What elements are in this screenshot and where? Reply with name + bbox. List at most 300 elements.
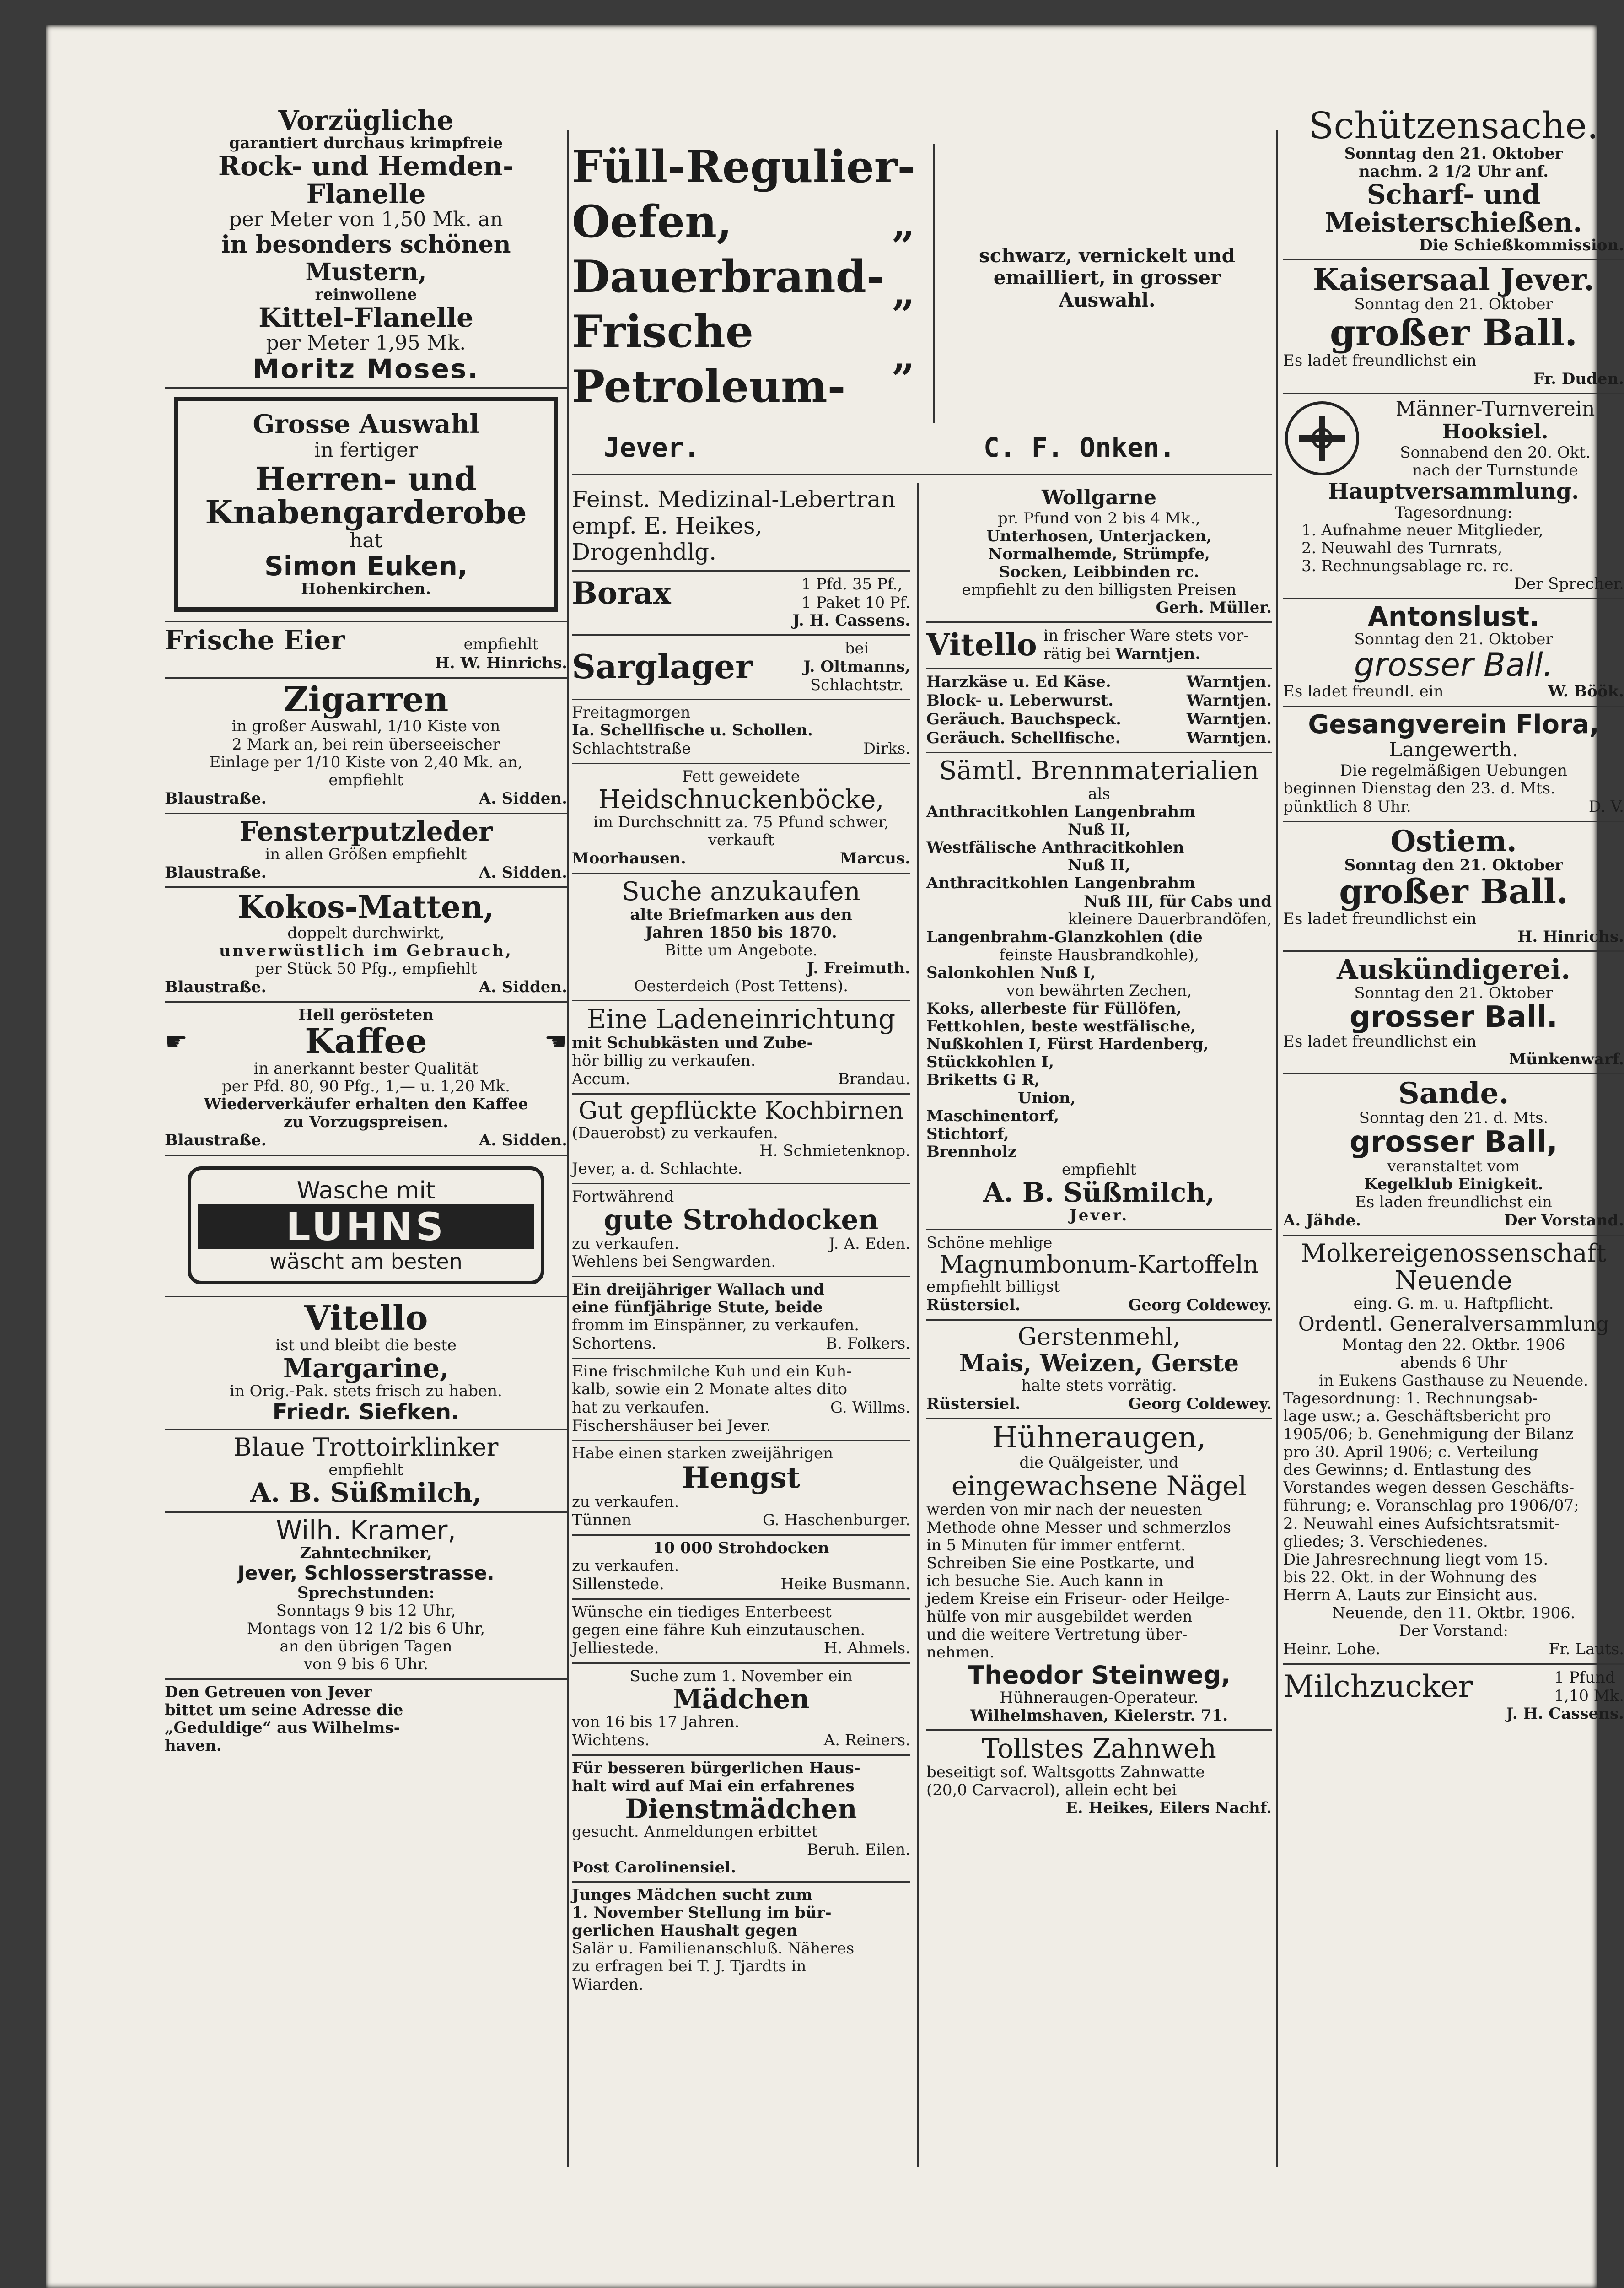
ad-eier	[165, 622, 567, 679]
advertiser-name: Moritz Moses.	[253, 353, 479, 384]
ad-text: Ia. Schellfische u. Schollen.	[572, 721, 813, 739]
ad-milchzucker	[1283, 1665, 1624, 1727]
advertiser-name: H. Ahmels.	[823, 1639, 910, 1658]
ad-text: kalb, sowie ein 2 Monate altes dito	[572, 1380, 848, 1398]
ad-headline: Milchzucker	[1283, 1669, 1473, 1705]
advertiser-name: Warntjen.	[1186, 728, 1272, 747]
ad-text: in fertiger	[314, 438, 418, 462]
ad-text: nach der Turnstunde	[1412, 461, 1578, 480]
ad-text: Salonkohlen Nuß I,	[926, 963, 1096, 982]
ad-text: Fettkohlen, beste westfälische,	[926, 1017, 1196, 1036]
ad-place: Wehlens bei Sengwarden.	[572, 1252, 776, 1271]
ad-headline: Schützensache.	[1308, 104, 1599, 147]
ad-headline: Knabengarderobe	[205, 493, 527, 532]
column-3	[926, 483, 1272, 2176]
ad-text: empfiehlt	[463, 635, 538, 654]
ad-text: führung; e. Voranschlag pro 1906/07;	[1283, 1496, 1579, 1515]
ad-text: Wiederverkäufer erhalten den Kaffee	[204, 1095, 528, 1113]
ad-place: Jelliestede.	[572, 1639, 659, 1658]
ad-street: Blaustraße.	[165, 1131, 267, 1150]
ad-text: Sonnabend den 20. Okt.	[1400, 443, 1591, 462]
list-item	[926, 673, 1272, 691]
ad-text: zu Vorzugspreisen.	[283, 1112, 449, 1131]
ad-headline: Borax	[572, 575, 671, 611]
ad-headline: Margarine,	[283, 1352, 449, 1384]
ad-text: 1 Paket 10 Pf.	[801, 593, 910, 612]
ad-text: feinste Hausbrandkohle),	[999, 945, 1199, 964]
ad-headline: Sarglager	[572, 647, 753, 686]
ad-text: Nuß II,	[1067, 820, 1131, 839]
advertiser-name: W. Böök.	[1548, 682, 1624, 701]
ad-headline: Gut gepflückte Kochbirnen	[578, 1097, 904, 1125]
ad-headline: Füll-Regulier-Oefen,	[572, 141, 916, 248]
ad-text: Koks, allerbeste für Füllöfen,	[926, 999, 1182, 1018]
ad-brennmaterialien	[926, 753, 1272, 1230]
ad-molkerei	[1283, 1236, 1624, 1665]
ad-text: in 5 Minuten für immer entfernt.	[926, 1536, 1186, 1554]
ad-text: an den übrigen Tagen	[280, 1637, 452, 1656]
advertiser-name: A. Reiners.	[823, 1731, 910, 1749]
ad-vitello-warntjen	[926, 623, 1272, 669]
ad-text: Die Jahresrechnung liegt vom 15.	[1283, 1550, 1549, 1569]
ad-text: hülfe von mir ausgebildet werden	[926, 1608, 1193, 1626]
ad-text: in besonders schönen Mustern,	[221, 231, 511, 286]
ad-text: Jahren 1850 bis 1870.	[645, 923, 837, 942]
ad-text: zu erfragen bei T. J. Tjardts in	[572, 1957, 807, 1976]
logo-text: LUHNS	[198, 1204, 534, 1249]
ad-text: Suche zum 1. November ein	[629, 1667, 853, 1685]
ad-text: Neuende, den 11. Oktbr. 1906.	[1332, 1603, 1576, 1622]
ad-zigarren	[165, 679, 567, 814]
ad-text: Briketts G R,	[926, 1071, 1040, 1090]
advertiser-name: Warntjen.	[1186, 710, 1272, 728]
column-2	[572, 483, 910, 2176]
ad-text: Union,	[1018, 1089, 1076, 1107]
ad-text: 2 Mark an, bei rein überseeischer	[232, 735, 500, 754]
divider	[572, 474, 1272, 475]
advertiser-name: Georg Coldewey.	[1128, 1296, 1272, 1315]
ad-text: hat	[349, 529, 383, 552]
advertiser-name: Beruh. Eilen.	[807, 1840, 910, 1859]
ad-text: gegen eine fähre Kuh einzutauschen.	[572, 1620, 866, 1639]
ad-text: Vorstandes wegen dessen Geschäfts-	[1283, 1479, 1575, 1497]
ad-text: doppelt durchwirkt,	[287, 923, 445, 942]
ad-headline: Männer-Turnverein	[1395, 397, 1595, 421]
ad-text: Maschinentorf,	[926, 1106, 1059, 1125]
ad-trottoirklinker	[165, 1430, 567, 1512]
ad-text: verkauft	[708, 831, 774, 850]
ad-text: Jever, Schlosserstrasse.	[237, 1561, 495, 1584]
ad-text: hör billig zu verkaufen.	[572, 1052, 756, 1070]
ad-text: Stückkohlen I,	[926, 1053, 1054, 1072]
ad-place: Rüstersiel.	[926, 1296, 1021, 1315]
ad-headline: Vorzügliche	[278, 105, 454, 136]
advertiser-name: G. Haschenburger.	[762, 1511, 910, 1530]
ad-text: Einlage per 1/10 Kiste von 2,40 Mk. an,	[209, 753, 523, 772]
ad-text: und die weitere Vertretung über-	[926, 1625, 1188, 1644]
ad-flanelle	[165, 103, 567, 389]
ad-text: als	[1088, 784, 1110, 803]
advertiser-name: Simon Euken,	[264, 550, 468, 582]
ad-headline: Dauerbrand-	[572, 251, 885, 302]
ad-text: von bewährten Zechen,	[1006, 981, 1192, 1000]
ad-text: empfiehlt	[1061, 1160, 1137, 1179]
ad-text: pr. Pfund von 2 bis 4 Mk.,	[998, 509, 1200, 528]
ad-headline: Zigarren	[283, 680, 449, 719]
ad-hengst	[572, 1441, 910, 1536]
ad-text: von 9 bis 6 Uhr.	[303, 1655, 429, 1674]
ad-place: Tünnen	[572, 1511, 632, 1530]
ad-text: Es ladet freundlichst ein	[1283, 351, 1477, 370]
ad-text: Für besseren bürgerlichen Haus-	[572, 1759, 860, 1777]
ad-headline: Hauptversammlung.	[1328, 479, 1579, 505]
ad-text: Den Getreuen von Jever	[165, 1683, 372, 1701]
ad-text: in Orig.-Pak. stets frisch zu haben.	[230, 1381, 502, 1400]
ad-text: Westfälische Anthracitkohlen	[926, 838, 1184, 857]
ad-sande	[1283, 1074, 1624, 1236]
ad-text: haven.	[165, 1736, 222, 1755]
ad-text: per Stück 50 Pfg., empfiehlt	[255, 960, 477, 978]
ad-city: Jever.	[1069, 1206, 1129, 1225]
advertiser-name: Dirks.	[863, 739, 910, 758]
ad-headline: Hooksiel.	[1442, 420, 1549, 444]
ad-getreue	[165, 1680, 567, 1759]
advertiser-name: J. H. Cassens.	[1506, 1704, 1624, 1723]
ad-headline: Fensterputzleder	[239, 815, 493, 847]
ad-place: Moorhausen.	[572, 849, 686, 868]
ad-text: (Dauerobst) zu verkaufen.	[572, 1124, 778, 1143]
ad-kuh	[572, 1359, 910, 1441]
ad-signature: Die Schießkommission.	[1419, 236, 1624, 254]
ad-text: garantiert durchaus krimpfreie	[229, 134, 503, 152]
ad-briefmarken	[572, 874, 910, 1001]
list-item	[926, 691, 1272, 710]
ad-text: Sonntag den 21. d. Mts.	[1359, 1108, 1549, 1127]
ad-text: zu verkaufen.	[572, 1234, 679, 1253]
advertiser-name: Warntjen.	[1186, 691, 1272, 710]
logo-text: wäscht am besten	[269, 1249, 462, 1274]
list-item	[926, 710, 1272, 729]
ad-luhns	[165, 1156, 567, 1297]
ad-text: unverwüstlich im Gebrauch,	[219, 941, 513, 960]
ad-text: Ein dreijähriger Wallach und	[572, 1280, 825, 1299]
ad-kramer	[165, 1513, 567, 1680]
luhns-logo	[188, 1166, 544, 1284]
ad-strohdocken	[572, 1184, 910, 1277]
advertiser-name: A. B. Süßmilch,	[983, 1177, 1215, 1208]
ad-headline: Gerstenmehl,	[1017, 1323, 1181, 1351]
advertiser-name: J. H. Cassens.	[792, 611, 910, 630]
ad-dienstmaedchen	[572, 1756, 910, 1883]
advertiser-name: Heinr. Lohe.	[1283, 1640, 1381, 1659]
ad-text: eine fünfjährige Stute, beide	[572, 1298, 823, 1317]
ad-text: pro 30. April 1906; c. Verteilung	[1283, 1443, 1538, 1462]
ad-kaisersaal	[1283, 260, 1624, 394]
advertiser-name: A. Sidden.	[479, 978, 567, 997]
advertiser-name: Gerh. Müller.	[1156, 599, 1272, 617]
ad-text: Sonntags 9 bis 12 Uhr,	[276, 1602, 456, 1620]
ad-text: veranstaltet vom	[1387, 1157, 1520, 1176]
ad-text: halt wird auf Mai ein erfahrenes	[572, 1776, 855, 1795]
ad-text: Zahntechniker,	[300, 1543, 432, 1562]
ad-text: Socken, Leibbinden rc.	[999, 562, 1199, 581]
ad-text: die Quälgeister, und	[1019, 1453, 1179, 1472]
ad-text: Kegelklub Einigkeit.	[1364, 1175, 1543, 1193]
ad-headline: Mais, Weizen, Gerste	[959, 1349, 1239, 1378]
ad-text: Brennholz	[926, 1142, 1017, 1161]
ad-zahnweh	[926, 1731, 1272, 1822]
ad-text: in Eukens Gasthause zu Neuende.	[1318, 1371, 1589, 1390]
ad-text: Nußkohlen I, Fürst Hardenberg,	[926, 1035, 1209, 1054]
ad-text: 1,10 Mk.	[1554, 1686, 1624, 1705]
ad-maedchen	[572, 1664, 910, 1756]
ad-text: gesucht. Anmeldungen erbittet	[572, 1822, 818, 1841]
ad-text: Sonntag den 21. Oktober	[1354, 295, 1553, 314]
ad-text: empfiehlt billigst	[926, 1278, 1060, 1296]
advertiser-name: Friedr. Siefken.	[272, 1399, 460, 1425]
ad-text: in anerkannt bester Qualität	[253, 1059, 479, 1078]
ad-text: lage usw.; a. Geschäftsbericht pro	[1283, 1407, 1551, 1425]
ad-headline: Grosse Auswahl	[253, 409, 479, 440]
ad-text: per Pfd. 80, 90 Pfg., 1,— u. 1,20 Mk.	[222, 1077, 510, 1095]
ad-onken-oefen	[572, 140, 1272, 478]
ad-headline: Ostiem.	[1390, 824, 1517, 858]
ad-text: emailliert, in grosser	[993, 266, 1221, 289]
ad-text: in großer Auswahl, 1/10 Kiste von	[231, 717, 500, 736]
ad-text: per Meter von 1,50 Mk. an	[229, 207, 503, 231]
ad-headline: Frische Eier	[165, 625, 345, 656]
ad-text: alte Briefmarken aus den	[630, 905, 852, 924]
ad-kaffee	[165, 1003, 567, 1156]
advertiser-name: J. Freimuth.	[807, 959, 910, 978]
advertiser-name: G. Willms.	[830, 1398, 910, 1417]
advertiser-name: H. Hinrichs.	[1517, 927, 1624, 946]
ad-text: hat zu verkaufen.	[572, 1398, 710, 1417]
ad-text: fromm im Einspänner, zu verkaufen.	[572, 1316, 860, 1334]
item-name: Geräuch. Bauchspeck.	[926, 710, 1121, 728]
ad-text: empfiehlt zu den billigsten Preisen	[962, 580, 1237, 599]
ad-text: 1 Pfd. 35 Pf.,	[801, 575, 903, 594]
ad-headline: Molkereigenossenschaft	[1301, 1238, 1607, 1268]
ad-schellfische	[572, 700, 910, 764]
ad-tausch	[572, 1600, 910, 1664]
advertiser-name: A. Sidden.	[479, 789, 567, 808]
ad-headline: Antonslust.	[1367, 601, 1540, 632]
ad-headline: grosser Ball.	[1354, 646, 1554, 684]
ad-headline: grosser Ball,	[1350, 1125, 1558, 1159]
ad-headline: Wilh. Kramer,	[276, 1514, 456, 1546]
advertiser-name: E. Heikes, Eilers Nachf.	[1065, 1798, 1272, 1817]
ad-text: (20,0 Carvacrol), allein echt bei	[926, 1781, 1177, 1799]
ad-text: Wiarden.	[572, 1975, 644, 1994]
ad-text: Freitagmorgen	[572, 703, 691, 722]
ad-10000-strohdocken	[572, 1536, 910, 1600]
ad-sarglager	[572, 636, 910, 700]
ad-lebertran	[572, 483, 910, 572]
ad-text: Montag den 22. Oktbr. 1906	[1342, 1335, 1565, 1354]
ad-wallach	[572, 1277, 910, 1359]
ad-text: Schreiben Sie eine Postkarte, und	[926, 1554, 1195, 1572]
ad-turnverein	[1283, 394, 1624, 599]
ad-text: ist und bleibt die beste	[275, 1336, 457, 1354]
ad-text: Hell gerösteten	[298, 1005, 434, 1024]
ad-headline: Vitello	[926, 626, 1037, 663]
ad-ostiem	[1283, 822, 1624, 952]
ad-huehneraugen	[926, 1419, 1272, 1731]
ad-text: in frischer Ware stets vor-	[1043, 626, 1249, 645]
ad-place: Post Carolinensiel.	[572, 1858, 737, 1877]
ad-fensterputzleder	[165, 814, 567, 888]
ad-headline: Eine Ladeneinrichtung	[586, 1004, 896, 1035]
ad-wollgarne	[926, 483, 1272, 623]
item-name: Harzkäse u. Ed Käse.	[926, 673, 1111, 691]
ad-text: empfiehlt	[328, 1460, 403, 1479]
ad-schuetzensache	[1283, 103, 1624, 260]
ad-text: Montags von 12 1/2 bis 6 Uhr,	[247, 1619, 485, 1638]
ad-headline: 10 000 Strohdocken	[653, 1538, 829, 1557]
ad-street: Blaustraße.	[165, 789, 267, 808]
ad-text: des Gewinns; d. Entlastung des	[1283, 1461, 1532, 1479]
ad-text: 1905/06; b. Genehmigung der Bilanz	[1283, 1425, 1574, 1444]
ad-text: Es ladet freundlichst ein	[1283, 909, 1477, 928]
ad-text: zu verkaufen.	[572, 1492, 679, 1511]
ad-text: Habe einen starken zweijährigen	[572, 1444, 834, 1462]
ad-text: Sonntag den 21. Oktober	[1354, 630, 1553, 649]
advertiser-name: Theodor Steinweg,	[968, 1661, 1231, 1690]
ad-street: Schlachtstraße	[572, 739, 691, 758]
column-rule	[1276, 130, 1278, 2167]
advertiser-name: Fr. Lauts.	[1549, 1640, 1624, 1659]
ad-headline: Frische	[572, 306, 753, 357]
advertiser-name: Marcus.	[840, 849, 910, 868]
ad-text: Schlachtstr.	[810, 675, 904, 694]
advertiser-name: Georg Coldewey.	[1128, 1394, 1272, 1413]
ad-heidschnucken	[572, 764, 910, 874]
ad-kartoffeln	[926, 1230, 1272, 1321]
ad-text: gerlichen Haushalt gegen	[572, 1921, 798, 1940]
ad-headline: Herren- und	[255, 459, 477, 498]
ad-text: „Geduldige“ aus Wilhelms-	[165, 1718, 400, 1737]
ad-text: Methode ohne Messer und schmerzlos	[926, 1518, 1231, 1537]
item-name: Block- u. Leberwurst.	[926, 691, 1113, 710]
list-item: 1. Aufnahme neuer Mitglieder,	[1301, 521, 1543, 540]
ad-junges-maedchen	[572, 1883, 910, 1998]
ad-antonslust	[1283, 599, 1624, 707]
ad-headline: Gesangverein Flora,	[1308, 709, 1599, 739]
ditto-mark: „	[892, 199, 915, 247]
column-rule	[567, 130, 569, 2167]
ad-text: Unterhosen, Unterjacken,	[986, 527, 1212, 545]
ad-headline: Heidschnuckenböcke,	[598, 784, 884, 815]
ad-text: bittet um seine Adresse die	[165, 1700, 403, 1719]
ad-street: Blaustraße.	[165, 978, 267, 997]
advertiser-name: Fr. Duden.	[1533, 369, 1624, 388]
ad-text: nachm. 2 1/2 Uhr anf.	[1358, 162, 1549, 181]
column-4	[1283, 103, 1624, 2180]
ditto-mark: „	[892, 268, 915, 315]
ad-text: Es ladet freundl. ein	[1283, 682, 1444, 701]
ad-text: Hohenkirchen.	[301, 580, 431, 599]
ad-text: Nuß II,	[1067, 856, 1131, 875]
advertiser-name: J. Oltmanns,	[803, 657, 910, 676]
ad-headline: Scharf- und	[1366, 179, 1541, 210]
ad-text: nehmen.	[926, 1643, 995, 1662]
ad-text: Sonntag den 21. Oktober	[1344, 145, 1563, 163]
ad-headline: gute Strohdocken	[603, 1203, 879, 1236]
ad-headline: empf. E. Heikes, Drogenhdlg.	[572, 512, 763, 565]
ad-text: kleinere Dauerbrandöfen,	[1068, 910, 1272, 928]
ad-headline: Mädchen	[672, 1683, 810, 1715]
ad-place: Schortens.	[572, 1334, 656, 1353]
ad-text: Nuß III, für Cabs und	[1083, 892, 1272, 911]
list-item: 2. Neuwahl des Turnrats,	[1301, 539, 1503, 557]
ad-place: Oesterdeich (Post Tettens).	[634, 977, 849, 996]
column-1	[165, 103, 567, 2180]
ad-text: bei	[844, 639, 869, 658]
newspaper-page	[46, 25, 1624, 2288]
advertiser-name: J. A. Eden.	[828, 1234, 910, 1253]
advertiser-name: A. B. Süßmilch,	[250, 1477, 482, 1508]
ad-headline: Tollstes Zahnweh	[982, 1732, 1216, 1764]
ad-headline: Feinst. Medizinal-Lebertran	[572, 486, 896, 513]
advertiser-name: Warntjen.	[1186, 673, 1272, 691]
ad-headline: Rock- und Hemden-	[218, 150, 514, 182]
ad-flora	[1283, 707, 1624, 822]
ad-headline: großer Ball.	[1339, 872, 1568, 912]
ad-gerstenmehl	[926, 1321, 1272, 1419]
ad-kochbirnen	[572, 1095, 910, 1184]
ad-text: 1. November Stellung im bür-	[572, 1904, 832, 1922]
ad-city: Jever.	[604, 432, 700, 463]
ad-text: Langenbrahm-Glanzkohlen (die	[926, 928, 1203, 946]
ad-text: Schöne mehlige	[926, 1233, 1053, 1252]
item-name: Geräuch. Schellfische.	[926, 728, 1121, 747]
ad-headline: Vitello	[304, 1298, 428, 1338]
advertiser-name: Warntjen.	[1115, 645, 1201, 664]
ad-headline: großer Ball.	[1329, 311, 1578, 355]
ad-text: reinwollene	[315, 285, 417, 304]
ad-headline: Sämtl. Brennmaterialien	[939, 756, 1259, 786]
ad-text: Sprechstunden:	[297, 1584, 435, 1603]
ad-text: Wünsche ein tiediges Enterbeest	[572, 1603, 832, 1621]
advertiser-name: C. F. Onken.	[984, 432, 1176, 463]
ad-text: empfiehlt	[328, 771, 403, 789]
ad-headline: Ordentl. Generalversammlung	[1298, 1312, 1609, 1336]
ad-text: Eine frischmilche Kuh und ein Kuh-	[572, 1362, 852, 1381]
ad-text: Sonntag den 21. Oktober	[1354, 983, 1553, 1002]
ad-headline: Blaue Trottoirklinker	[233, 1433, 499, 1462]
advertiser-name: A. Sidden.	[479, 1131, 567, 1150]
ad-text: abends 6 Uhr	[1400, 1353, 1507, 1372]
ad-text: Tagesordnung: 1. Rechnungsab-	[1283, 1389, 1538, 1408]
ad-headline: grosser Ball.	[1350, 1000, 1558, 1034]
ad-text: Anthracitkohlen Langenbrahm	[926, 874, 1196, 893]
ad-text: rätig bei	[1043, 645, 1111, 664]
ad-text: gliedes; 3. Verschiedenes.	[1283, 1532, 1488, 1551]
ad-text: Fett geweidete	[682, 767, 800, 786]
ad-headline: Hühneraugen,	[992, 1421, 1206, 1455]
ad-text: Tagesordnung:	[1394, 503, 1513, 522]
ad-vitello	[165, 1297, 567, 1430]
ad-headline: Neuende	[1395, 1266, 1512, 1296]
ad-place: Wichtens.	[572, 1731, 650, 1749]
ad-borax	[572, 572, 910, 636]
ditto-mark: „	[892, 332, 915, 379]
ad-text: eing. G. m. u. Haftpflicht.	[1353, 1294, 1554, 1313]
ad-signature: Der Vorstand.	[1504, 1211, 1624, 1230]
ad-place: Rüstersiel.	[926, 1394, 1021, 1413]
ad-text: im Durchschnitt za. 75 Pfund schwer,	[593, 813, 889, 832]
